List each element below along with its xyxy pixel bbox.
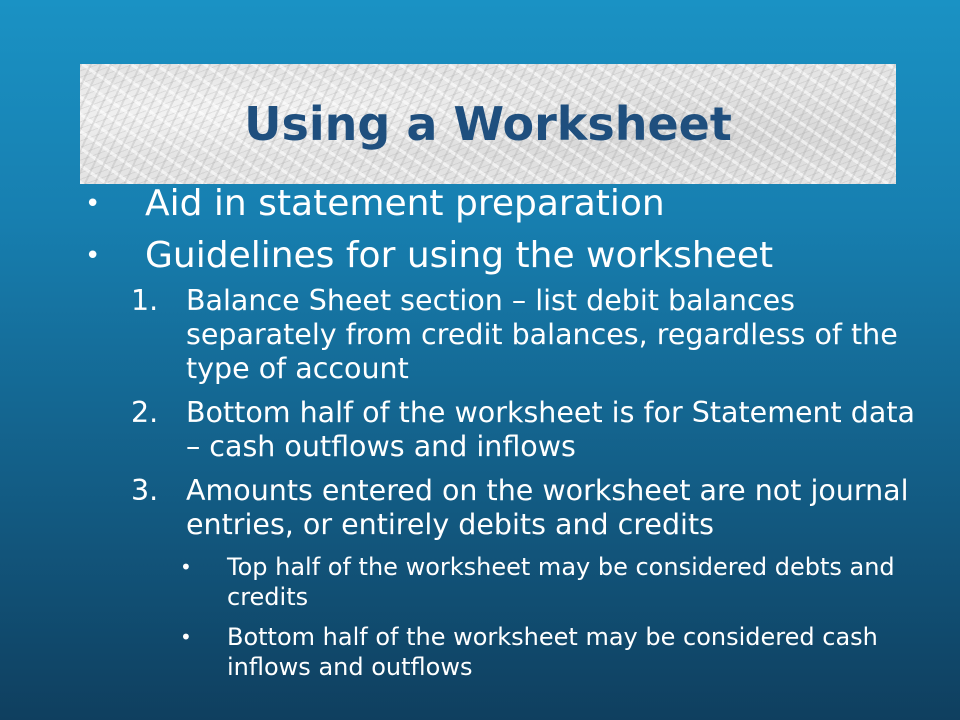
numbered-text: Balance Sheet section – list debit balances separately from credit balances, regardless of the type of account bbox=[186, 284, 898, 385]
numbered-item bbox=[0, 474, 926, 542]
numbered-item bbox=[0, 396, 926, 464]
title-banner bbox=[80, 64, 896, 184]
bullet-text: Guidelines for using the worksheet bbox=[145, 235, 774, 276]
sub-bullet-item bbox=[0, 552, 927, 612]
slide-title: Using a Worksheet bbox=[244, 97, 732, 151]
numbered-text: Amounts entered on the worksheet are not journal entries, or entirely debits and credits bbox=[186, 474, 909, 541]
sub-bullet-item bbox=[0, 622, 927, 682]
bullet-item bbox=[0, 232, 960, 280]
numbered-item bbox=[0, 284, 926, 386]
sub-bullet-text: Bottom half of the worksheet may be considered cash inflows and outflows bbox=[227, 623, 878, 681]
bullet-item bbox=[0, 180, 960, 228]
bullet-marker: • bbox=[85, 241, 101, 271]
number-marker: 3. bbox=[131, 474, 159, 507]
bullet-text: Aid in statement preparation bbox=[145, 183, 665, 224]
sub-bullet-marker: • bbox=[180, 555, 192, 579]
bullet-marker: • bbox=[85, 189, 101, 219]
slide-body bbox=[0, 180, 960, 692]
number-marker: 2. bbox=[131, 396, 159, 429]
sub-bullet-text: Top half of the worksheet may be considered debts and credits bbox=[227, 553, 895, 611]
sub-bullet-marker: • bbox=[180, 625, 192, 649]
number-marker: 1. bbox=[131, 284, 159, 317]
numbered-text: Bottom half of the worksheet is for Statement data – cash outflows and inflows bbox=[186, 396, 915, 463]
